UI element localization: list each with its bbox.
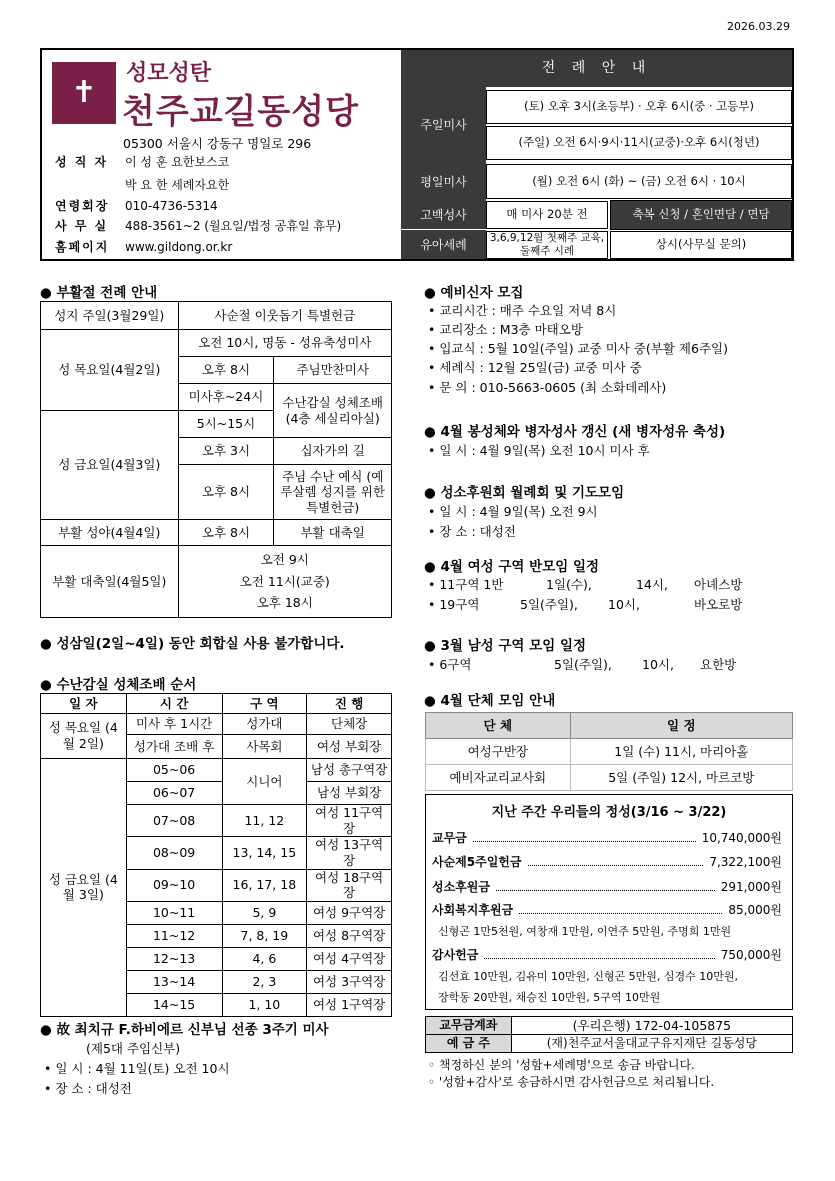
weekday-mass: (월) 오전 6시 (화) ~ (금) 오전 6시 · 10시 [486, 164, 792, 199]
table-row: 11~12 7, 8, 19 여성 8구역장 [41, 924, 392, 947]
adoration-title: ● 수난감실 성체조배 순서 [40, 677, 197, 693]
title-top: 성모성탄 [126, 61, 212, 86]
memorial-title: ● 故 최치규 F.하비에르 신부님 선종 3주기 미사 [40, 1022, 329, 1038]
list-item: • 세례식 : 12월 25일(금) 교중 미사 중 [428, 360, 642, 375]
sunday-mass-label: 주일미사 [401, 87, 486, 162]
account-table [425, 1016, 793, 1053]
table-row: 부활 대축일(4월5일) 오전 9시 오전 11시(교중) 오후 18시 [41, 546, 392, 618]
confession-label: 고백성사 [401, 200, 486, 229]
info-row: 홈페이지 www.gildong.or.kr [55, 240, 233, 254]
rite-title: 전 례 안 내 [401, 50, 792, 87]
table-row: 성가대 조배 후 사목회 여성 부회장 [41, 735, 392, 759]
table-row: 부활 성야(4월4일) 오후 8시 부활 대축일 [41, 520, 392, 546]
table-row: 단 체 일 정 [426, 713, 793, 739]
table-row: 일 자 시 간 구 역 진 행 [41, 694, 392, 714]
offering-item: 사순제5주일헌금 7,322,100원 [432, 855, 782, 869]
blessing-request: 축복 신청 / 혼인면담 / 면담 [610, 200, 792, 230]
list-item: • 일 시 : 4월 9일(목) 오전 9시 [428, 504, 598, 519]
cross-icon: ✝ [71, 75, 97, 110]
list-item: • 교리시간 : 매주 수요일 저녁 8시 [428, 303, 617, 318]
sunday-mass-2: (주일) 오전 6시·9시·11시(교중)·오후 6시(청년) [486, 126, 792, 160]
list-item: • 문 의 : 010-5663-0605 (최 소화데레사) [428, 380, 667, 395]
info-row: 박 요 한 세례자요한 [125, 178, 230, 192]
table-row: 12~13 4, 6 여성 4구역장 [41, 947, 392, 970]
rite-panel [401, 50, 792, 259]
offering-item: 사회복지후원금 85,000원 [432, 903, 782, 917]
address: 05300 서울시 강동구 명일로 296 [123, 136, 312, 151]
table-row: 미사후~24시 수난감실 성체조배 (4층 세실리아실) [41, 384, 392, 411]
parish-name: 천주교길동성당 [122, 92, 359, 132]
easter-title: ● 부활절 전례 안내 [40, 285, 158, 301]
table-row: 08~09 13, 14, 15 여성 13구역장 [41, 837, 392, 869]
catechumen-title: ● 예비신자 모집 [424, 285, 524, 301]
table-row: 10~11 5, 9 여성 9구역장 [41, 901, 392, 924]
memorial-date: • 일 시 : 4월 11일(토) 오전 10시 [44, 1061, 230, 1076]
room-notice: ● 성삼일(2일~4일) 동안 회합실 사용 불가합니다. [40, 636, 345, 652]
table-row: 예비자교리교사회 5일 (주일) 12시, 마르코방 [426, 765, 793, 791]
table-row: 14~15 1, 10 여성 1구역장 [41, 993, 392, 1016]
always-inquiry: 상시(사무실 문의) [610, 231, 792, 259]
info-row: 사 무 실 488-3561~2 (월요일/법정 공휴일 휴무) [55, 219, 342, 233]
sunday-mass-1: (토) 오후 3시(초등부) · 오후 6시(중 · 고등부) [486, 90, 792, 124]
list-item: • 교리장소 : M3층 마태오방 [428, 322, 583, 337]
account-note: ◦ 책정하신 분의 '성함+세례명'으로 송금 바랍니다. [428, 1058, 695, 1072]
table-row: 07~08 11, 12 여성 11구역장 [41, 805, 392, 837]
table-row: 성지 주일(3월29일) 사순절 이웃돕기 특별헌금 [41, 302, 392, 330]
memorial-place: • 장 소 : 대성전 [44, 1081, 132, 1096]
men-district-title: ● 3월 남성 구역 모임 일정 [424, 638, 587, 654]
offering-box [425, 794, 793, 1010]
table-row: 여성구반장 1일 (수) 11시, 마리아홀 [426, 739, 793, 765]
offering-note: 장학동 20만원, 채승진 10만원, 5구역 10만원 [438, 991, 661, 1004]
table-row: 오후 8시 주님만찬미사 [41, 357, 392, 384]
infant-baptism-label: 유아세례 [401, 230, 486, 259]
info-row: 성 직 자 이 성 훈 요한보스코 [55, 155, 230, 169]
offering-item: 감사헌금 750,000원 [432, 948, 782, 962]
table-row: 13~14 2, 3 여성 3구역장 [41, 970, 392, 993]
offering-item: 성소후원금 291,000원 [432, 880, 782, 894]
infant-baptism-value: 3,6,9,12월 첫째주 교육, 둘째주 시례 [486, 231, 608, 259]
women-district-title: ● 4월 여성 구역 반모임 일정 [424, 559, 600, 575]
table-row: 성 금요일 (4월 3일) 05~06 시니어 남성 총구역장 [41, 759, 392, 782]
memorial-sub: (제5대 주임신부) [86, 1041, 181, 1056]
weekday-mass-label: 평일미사 [401, 162, 486, 200]
table-row: 예 금 주 (재)천주교서울대교구유지재단 길동성당 [426, 1035, 793, 1053]
table-row: 09~10 16, 17, 18 여성 18구역장 [41, 869, 392, 901]
offering-note: 김선효 10만원, 김유미 10만원, 신형곤 5만원, 심경수 10만원, [438, 970, 738, 983]
table-row: 성 금요일(4월3일) 5시~15시 [41, 411, 392, 438]
list-item: • 장 소 : 대성전 [428, 524, 516, 539]
adoration-table [40, 693, 392, 1017]
info-row: 연령회장 010-4736-5314 [55, 199, 218, 213]
parish-logo [52, 62, 116, 124]
table-row: 성 목요일 (4월 2일) 미사 후 1시간 성가대 단체장 [41, 714, 392, 735]
table-row: 오후 8시 주님 수난 예식 (예루살렘 성지를 위한 특별헌금) [41, 465, 392, 520]
communion-title: ● 4월 봉성체와 병자성사 갱신 (새 병자성유 축성) [424, 424, 726, 440]
list-item: • 입교식 : 5월 10일(주일) 교중 미사 중(부활 제6주일) [428, 341, 728, 356]
easter-table [40, 301, 392, 618]
confession-value: 매 미사 20분 전 [486, 201, 608, 229]
list-item: • 일 시 : 4월 9일(목) 오전 10시 미사 후 [428, 443, 650, 458]
table-row: 성 목요일(4월2일) 오전 10시, 명동 - 성유축성미사 [41, 330, 392, 357]
table-row: 06~07 남성 부회장 [41, 782, 392, 805]
table-row: 오후 3시 십자가의 길 [41, 438, 392, 465]
table-row: 교무금계좌 (우리은행) 172-04-105875 [426, 1017, 793, 1035]
group-meeting-title: ● 4월 단체 모임 안내 [424, 693, 556, 709]
account-note: ◦ '성함+감사'로 송금하시면 감사헌금으로 처리됩니다. [428, 1075, 715, 1089]
group-meeting-table [425, 712, 793, 791]
offering-note: 신형곤 1만5천원, 여창재 1만원, 이연주 5만원, 주명희 1만원 [438, 925, 732, 938]
offering-item: 교무금 10,740,000원 [432, 831, 782, 845]
offering-title: 지난 주간 우리들의 정성(3/16 ~ 3/22) [491, 805, 727, 820]
vocation-title: ● 성소후원회 월례회 및 기도모임 [424, 485, 625, 501]
bulletin-date: 2026.03.29 [727, 20, 790, 33]
